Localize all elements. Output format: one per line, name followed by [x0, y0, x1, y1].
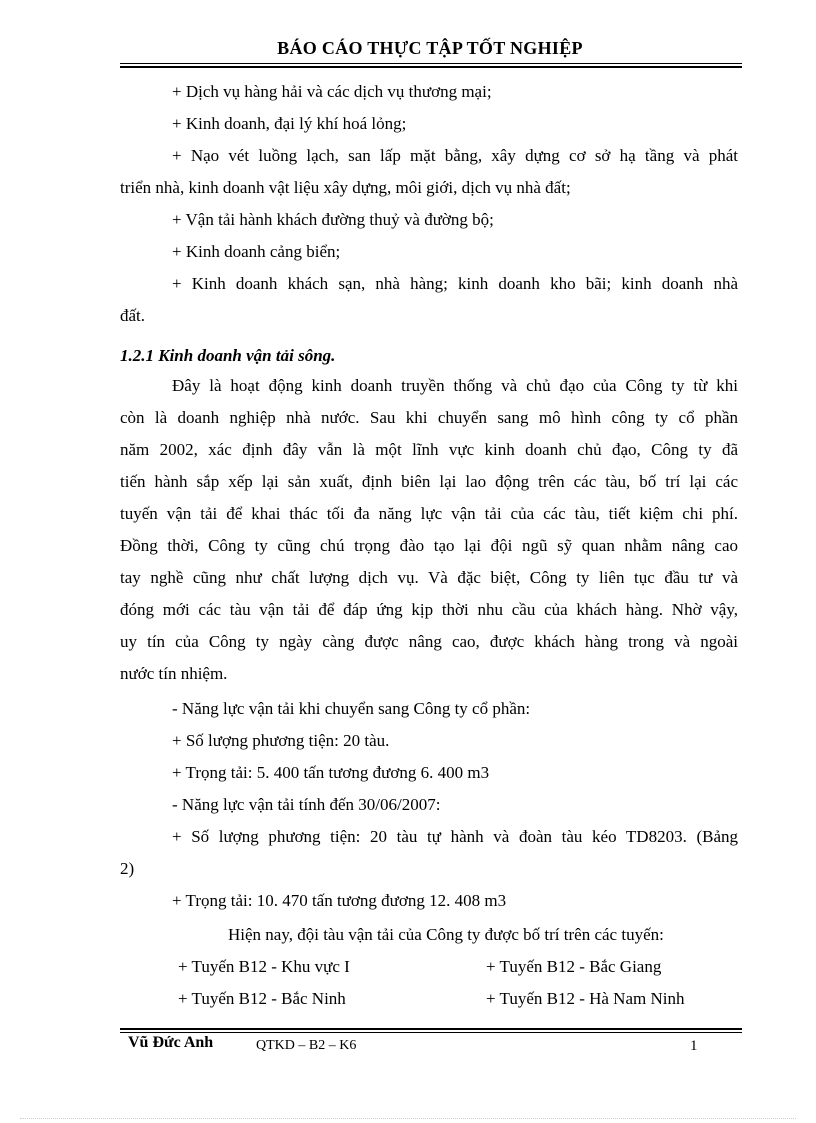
- bullet-line: + Vận tải hành khách đường thuỷ và đường bộ;: [172, 210, 494, 229]
- footer-rule-bottom: [120, 1032, 742, 1033]
- bullet-line: + Nạo vét luồng lạch, san lấp mặt bằng, xây dựng cơ sở hạ tầng và phát: [172, 146, 738, 165]
- header-rule-bottom: [120, 66, 742, 68]
- page-number: 1: [690, 1038, 698, 1054]
- footer-rule-top: [120, 1028, 742, 1030]
- route-item: + Tuyến B12 - Khu vực I: [178, 957, 350, 976]
- paragraph-line: tay nghề cũng như chất lượng dịch vụ. Và đặc biệt, Công ty liên tục đầu tư và: [120, 568, 738, 587]
- capacity-line: - Năng lực vận tải tính đến 30/06/2007:: [172, 795, 441, 814]
- paragraph-line: Đây là hoạt động kinh doanh truyền thống và chủ đạo của Công ty từ khi: [172, 376, 738, 395]
- routes-intro: Hiện nay, đội tàu vận tải của Công ty được bố trí trên các tuyến:: [228, 925, 664, 944]
- paragraph-line: còn là doanh nghiệp nhà nước. Sau khi chuyển sang mô hình công ty cổ phần: [120, 408, 738, 427]
- route-item: + Tuyến B12 - Bắc Giang: [486, 957, 662, 976]
- route-item: + Tuyến B12 - Hà Nam Ninh: [486, 989, 685, 1008]
- class-code: QTKD – B2 – K6: [256, 1038, 357, 1053]
- capacity-line: + Số lượng phương tiện: 20 tàu tự hành và đoàn tàu kéo TD8203. (Bảng: [172, 827, 738, 846]
- paragraph-line: nước tín nhiệm.: [120, 664, 228, 683]
- continuation-line: 2): [120, 859, 135, 878]
- capacity-line: + Trọng tải: 10. 470 tấn tương đương 12. 408 m3: [172, 891, 507, 910]
- section-heading: 1.2.1 Kinh doanh vận tải sông.: [120, 346, 336, 365]
- header-rule-top: [120, 63, 742, 64]
- bullet-line: + Kinh doanh, đại lý khí hoá lỏng;: [172, 114, 407, 133]
- continuation-line: triển nhà, kinh doanh vật liệu xây dựng, môi giới, dịch vụ nhà đất;: [120, 178, 571, 197]
- paragraph-line: Đồng thời, Công ty cũng chú trọng đào tạo lại đội ngũ sỹ quan nhằm nâng cao: [120, 536, 738, 555]
- paragraph-line: tuyến vận tải để khai thác tối đa năng lực vận tải của các tàu, tiết kiệm chi phí.: [120, 504, 738, 523]
- continuation-line: đất.: [120, 306, 146, 325]
- paragraph-line: đóng mới các tàu vận tải để đáp ứng kịp thời nhu cầu của khách hàng. Nhờ vậy,: [120, 600, 738, 619]
- header-title: BÁO CÁO THỰC TẬP TỐT NGHIỆP: [277, 38, 583, 58]
- paragraph-line: tiến hành sắp xếp lại sản xuất, định biên lại lao động trên các tàu, bố trí lại các: [120, 472, 738, 491]
- capacity-line: + Trọng tải: 5. 400 tấn tương đương 6. 400 m3: [172, 763, 490, 782]
- bullet-line: + Kinh doanh cảng biển;: [172, 242, 341, 261]
- bullet-line: + Dịch vụ hàng hải và các dịch vụ thương mại;: [172, 82, 492, 101]
- bullet-line: + Kinh doanh khách sạn, nhà hàng; kinh doanh kho bãi; kinh doanh nhà: [172, 274, 738, 293]
- route-item: + Tuyến B12 - Bắc Ninh: [178, 989, 346, 1008]
- author-name: Vũ Đức Anh: [128, 1034, 214, 1051]
- capacity-line: - Năng lực vận tải khi chuyển sang Công ty cổ phần:: [172, 699, 531, 718]
- page-edge-dotted-line: [20, 1118, 796, 1119]
- paragraph-line: uy tín của Công ty ngày càng được nâng cao, được khách hàng trong và ngoài: [120, 632, 738, 651]
- paragraph-line: năm 2002, xác định đây vẫn là một lĩnh vực kinh doanh chủ đạo, Công ty đã: [120, 440, 738, 459]
- capacity-line: + Số lượng phương tiện: 20 tàu.: [172, 731, 390, 750]
